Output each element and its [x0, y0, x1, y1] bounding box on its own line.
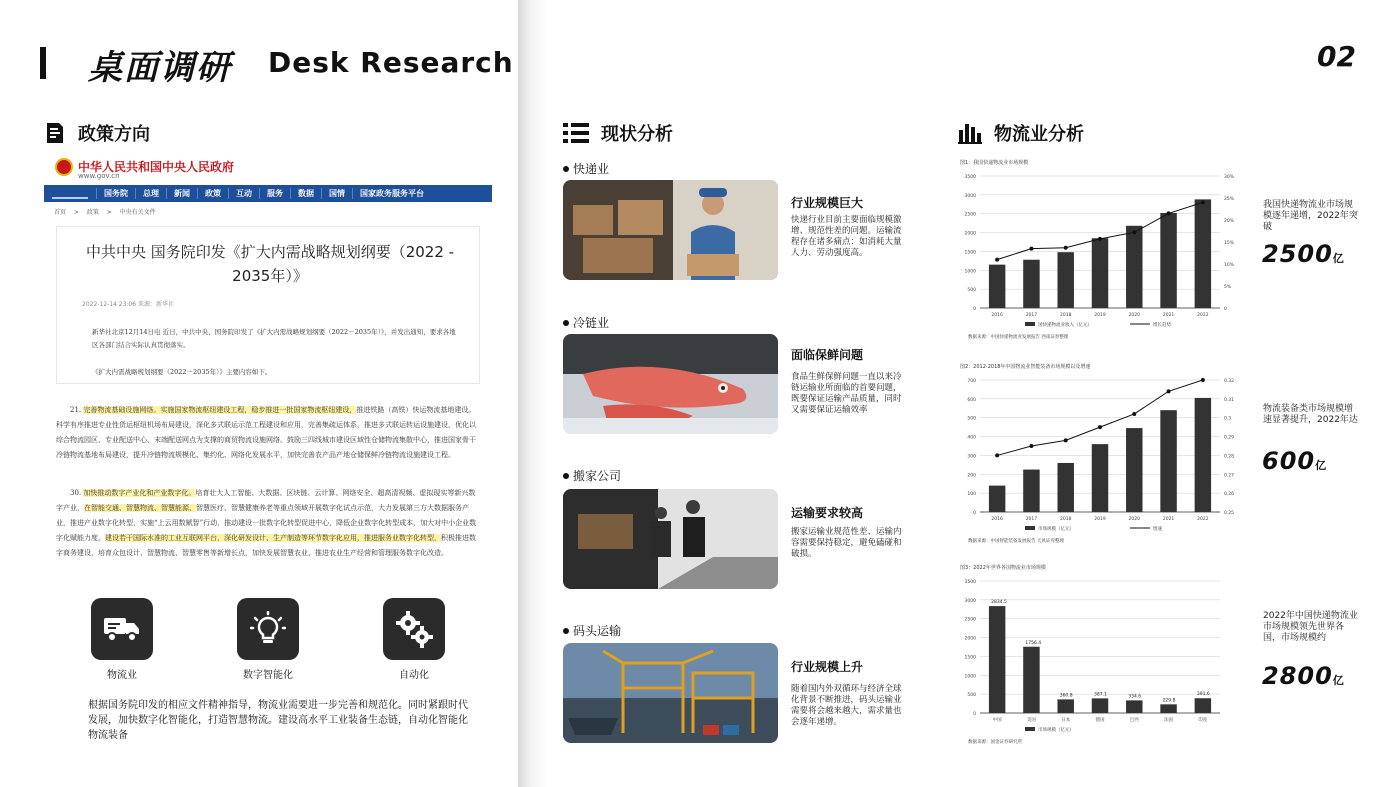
x-tick-label: 2022	[1197, 517, 1209, 522]
y-tick-label: 2500	[964, 617, 976, 623]
x-tick-label: 印度	[1198, 718, 1208, 723]
legend-swatch	[1025, 727, 1035, 731]
logistics-heading-label: 物流业分析	[994, 124, 1084, 145]
list-icon	[563, 122, 589, 144]
y-tick-label: 1500	[964, 250, 976, 256]
bar	[1023, 647, 1039, 713]
bar	[1160, 213, 1176, 308]
line-point	[1064, 438, 1068, 442]
tiananmen-icon	[52, 188, 88, 199]
article-text: 智慧医疗、智慧健康养老等重点领域开展数字化试点示范，大力发展第三方大数据服务产业，推进产业数字化转型，实施“上云用数赋智”行动，推动建设一批数字化转型促进中心，降低企业数字化转型成本，加大对中小企业数字化赋能力度。	[56, 504, 477, 542]
data-label: 387.1	[1094, 692, 1107, 698]
row-description: 随着国内外双循环与经济全球化背景不断推进，码头运输业需要将会越来越大，需求量也会逐年递增。	[791, 684, 902, 727]
article-text: 积极推进数字商务建设，培育众包设计、智慧物流、智慧零售等新增长点，加快发展智慧农业，推进农业生产经营和管理服务数字化改造。	[56, 534, 476, 557]
row-title: 行业规模上升	[791, 660, 864, 674]
legend-label: 市场规模（亿元）	[1038, 527, 1074, 532]
line-point	[1064, 246, 1068, 250]
big-number-value: 600	[1262, 447, 1316, 475]
highlight-text: 完善物流基础设施网络。实施国家物流枢纽建设工程，稳步推进一批国家物流枢纽建设，	[83, 406, 357, 414]
gears-icon	[394, 609, 434, 649]
line-point	[1167, 389, 1171, 393]
legend-swatch	[1025, 526, 1035, 530]
bar	[989, 265, 1005, 308]
x-tick-label: 法国	[1164, 718, 1174, 723]
big-number	[1262, 447, 1327, 475]
big-number-unit: 亿	[1332, 252, 1345, 265]
feature-label: 物流业	[107, 670, 137, 681]
bullet-icon	[563, 320, 569, 326]
y2-tick-label: 5%	[1224, 285, 1232, 290]
line-point	[1201, 378, 1205, 382]
bar	[1023, 260, 1039, 308]
big-number-unit: 亿	[1332, 674, 1345, 687]
highlight-text: 建设若干国际水准的工业互联网平台，深化研发设计、生产制造等环节数字化应用，推进服务业数字化转型，	[105, 534, 441, 542]
bar	[1092, 238, 1108, 308]
legend-label: 增长趋势	[1153, 323, 1171, 328]
x-tick-label: 2020	[1128, 313, 1141, 318]
x-tick-label: 巴西	[1129, 718, 1139, 723]
y-tick-label: 2500	[964, 212, 976, 218]
feature-label: 自动化	[399, 670, 429, 681]
side-note: 2022年中国快递物流业市场规模领先世界各国，市场规模约	[1263, 611, 1358, 643]
chart-source: 数据来源：中国快递物流业发展报告 西南证券整理	[968, 335, 1069, 340]
x-tick-label: 2019	[1094, 517, 1106, 522]
y-tick-label: 700	[967, 379, 976, 384]
feature-digital	[237, 598, 299, 660]
article-number: 30.	[70, 489, 82, 497]
y2-tick-label: 0.31	[1224, 397, 1235, 403]
row-description: 搬家运输业规范性差、运输内容需要保持稳定，避免磕碰和破损。	[791, 527, 902, 559]
row-title: 运输要求较高	[791, 506, 864, 520]
y-tick-label: 100	[967, 492, 976, 498]
gov-nav-item[interactable]: 互动	[228, 188, 259, 199]
y2-tick-label: 15%	[1224, 241, 1235, 246]
x-tick-label: 德国	[1095, 718, 1105, 723]
chart-title: 图2：2012-2018年中国物流业智能装备市场规模以及增速	[960, 364, 1091, 370]
legend-swatch	[1025, 322, 1035, 326]
bar	[1126, 428, 1142, 512]
highlight-text: 加快推动数字产业化和产业数字化。	[83, 489, 196, 497]
y2-tick-label: 0	[1224, 307, 1227, 312]
chart-source: 数据来源：中国智能装备发展报告 天风证券整理	[968, 539, 1064, 544]
chart-1	[950, 158, 1252, 343]
category-text: 冷链业	[573, 316, 610, 330]
policy-heading	[44, 120, 150, 146]
big-number	[1262, 240, 1345, 268]
y2-tick-label: 0.28	[1224, 454, 1235, 460]
y-tick-label: 300	[967, 454, 976, 460]
delivery-photo	[563, 180, 778, 280]
y2-tick-label: 0.25	[1224, 511, 1235, 516]
chart-3	[950, 563, 1252, 748]
doc-paragraph: 《扩大内需战略规划纲要（2022－2035年）》主要内容如下。	[92, 368, 272, 376]
bar	[1057, 699, 1073, 713]
book-spine	[518, 0, 548, 787]
y-tick-label: 0	[973, 511, 976, 516]
gov-nav-item[interactable]: 数据	[290, 188, 321, 199]
category-label	[563, 160, 609, 177]
bullet-icon	[563, 628, 569, 634]
article-text: 培育壮大人工智能、大数据、区块链、云计算、网络安全、超高清视频、虚拟现实等新兴数字产业，	[56, 489, 476, 512]
y-tick-label: 1000	[964, 674, 976, 680]
category-label	[563, 467, 621, 484]
gov-nav-item[interactable]: 服务	[259, 188, 290, 199]
lightbulb-icon	[250, 611, 286, 647]
port-photo	[563, 643, 778, 743]
y-tick-label: 2000	[964, 636, 976, 642]
bar	[1126, 226, 1142, 308]
data-label: 391.6	[1196, 692, 1210, 698]
row-description: 食品生鲜保鲜问题一直以来冷链运输业所面临的首要问题，既要保证运输产品质量，同时又需要保证运输效率	[791, 372, 902, 415]
gov-nav-item[interactable]: 国情	[321, 188, 352, 199]
bar	[989, 486, 1005, 512]
x-tick-label: 2020	[1128, 517, 1141, 522]
y-tick-label: 2000	[964, 231, 976, 237]
big-number	[1262, 662, 1345, 690]
y2-tick-label: 30%	[1224, 175, 1235, 180]
category-text: 搬家公司	[573, 469, 622, 483]
article-text: 推进铁路（高铁）快运物流基地建设。科学有序推进专业性货运枢纽机场布局建设，深化多式联运示范工程建设和应用，完善集疏运体系，推进多式联运转运设施建设，优化以综合物流园区、专业配送中心、末端配送网点为支撑的商贸物流设施网络。鼓励三四线城市建设区域性仓储物流集散中心，推进国家骨干冷链物流基地布局建设，提升冷链物流规模化、集约化、网络化发展水平，加快完善农产品产地仓储保鲜冷链物流设施建设工程。	[56, 406, 476, 459]
big-number-value: 2500	[1262, 240, 1333, 268]
page-title-en: Desk Research	[268, 46, 514, 79]
big-number-unit: 亿	[1315, 459, 1328, 472]
gov-site-url: www.gov.cn	[78, 172, 120, 180]
gov-nav-bar	[44, 185, 492, 202]
truck-icon	[102, 614, 142, 644]
line-point	[1167, 211, 1171, 215]
gov-emblem-icon	[55, 158, 73, 176]
doc-title: 中共中央 国务院印发《扩大内需战略规划纲要（2022 - 2035年）》	[85, 243, 455, 285]
y-tick-label: 3500	[964, 580, 976, 585]
chart-source: 数据来源：国金证券研究所	[968, 740, 1022, 745]
y2-tick-label: 20%	[1224, 219, 1235, 224]
page-title-cn: 桌面调研	[88, 48, 232, 88]
highlight-text: 在智能交通、智慧物流、智慧能源、	[84, 504, 196, 512]
side-note: 物流装备类市场规模增速显著提升，2022年达	[1263, 404, 1358, 425]
article-21	[56, 403, 480, 463]
data-label: 229.8	[1162, 698, 1176, 704]
bar	[1160, 410, 1176, 512]
y-tick-label: 1500	[964, 655, 976, 661]
bar	[1195, 199, 1211, 308]
x-tick-label: 2017	[1025, 313, 1038, 318]
x-tick-label: 2017	[1025, 517, 1038, 522]
y2-tick-label: 0.27	[1224, 473, 1235, 479]
bullet-icon	[563, 166, 569, 172]
y2-tick-label: 25%	[1224, 197, 1235, 202]
x-tick-label: 中国	[992, 718, 1002, 723]
row-description: 快递行业目前主要面临规模激增、规范性差的问题。运输流程存在诸多痛点：如消耗大量人力、劳动强度高。	[791, 215, 902, 258]
document-icon	[44, 122, 66, 144]
y2-tick-label: 0.26	[1224, 492, 1235, 498]
category-label	[563, 314, 609, 331]
line-point	[1098, 237, 1102, 241]
x-tick-label: 2021	[1162, 313, 1175, 318]
y-tick-label: 1000	[964, 269, 976, 275]
doc-date: 2022-12-14 23:06 来源：新华社	[82, 301, 174, 308]
y-tick-label: 3500	[964, 175, 976, 180]
line-point	[1201, 200, 1205, 204]
bullet-icon	[563, 473, 569, 479]
chart-title: 图1：我国快递物流业市场规模	[960, 160, 1029, 166]
article-30	[56, 486, 480, 561]
line-point	[1132, 230, 1136, 234]
line-point	[995, 453, 999, 457]
y-tick-label: 3000	[964, 598, 976, 604]
bar	[1160, 704, 1176, 713]
article-number: 21.	[70, 406, 82, 414]
moving-photo	[563, 489, 778, 589]
legend-label: 增速	[1153, 527, 1162, 532]
chart-title: 图3：2022年世界各国物流业市场规模	[960, 565, 1046, 571]
status-heading-label: 现状分析	[601, 124, 673, 145]
y-tick-label: 3000	[964, 193, 976, 199]
row-title: 行业规模巨大	[791, 196, 864, 210]
bar	[1195, 398, 1211, 512]
line-point	[1098, 425, 1102, 429]
line-point	[995, 258, 999, 262]
data-label: 1756.4	[1025, 640, 1042, 646]
logistics-heading	[958, 120, 1084, 146]
doc-paragraph: 新华社北京12月14日电 近日，中共中央、国务院印发了《扩大内需战略规划纲要（2022－2035年）》，并发出通知，要求各地区各部门结合实际认真贯彻落实。	[92, 328, 456, 349]
y-tick-label: 0	[973, 712, 976, 717]
policy-summary: 根据国务院印发的相应文件精神指导，物流业需要进一步完善和规范化。同时紧跟时代发展，加快数字化智能化，打造智慧物流。建设高水平工业装备生态链，自动化智能化物流装备	[88, 700, 468, 741]
y-tick-label: 600	[967, 397, 976, 403]
title-accent-bar	[40, 47, 46, 79]
gov-nav-item[interactable]: 国务院	[96, 188, 135, 199]
gov-nav-item[interactable]: 国家政务服务平台	[352, 188, 431, 199]
data-label: 360.8	[1059, 693, 1073, 699]
bar	[1092, 698, 1108, 713]
bar-chart-icon	[958, 122, 982, 144]
big-number-value: 2800	[1262, 662, 1333, 690]
gov-nav-item[interactable]: 新闻	[166, 188, 197, 199]
x-tick-label: 2021	[1162, 517, 1175, 522]
bar	[1092, 444, 1108, 512]
line-point	[1132, 412, 1136, 416]
feature-automation	[383, 598, 445, 660]
feature-label: 数字智能化	[243, 670, 293, 681]
legend-label: 国快递物流业收入（亿元）	[1038, 323, 1092, 328]
category-text: 码头运输	[573, 624, 622, 638]
x-tick-label: 2018	[1059, 313, 1072, 318]
y-tick-label: 400	[967, 435, 976, 441]
legend-label: 市场规模（亿元）	[1038, 728, 1074, 733]
x-tick-label: 2016	[991, 517, 1003, 522]
bar	[989, 606, 1005, 713]
bar	[1195, 698, 1211, 713]
data-label: 334.6	[1128, 694, 1142, 700]
x-tick-label: 2016	[991, 313, 1003, 318]
chart-2	[950, 362, 1252, 547]
y2-tick-label: 0.29	[1224, 435, 1235, 441]
bar	[1126, 700, 1142, 713]
category-text: 快递业	[573, 162, 610, 176]
x-tick-label: 2018	[1059, 517, 1072, 522]
chart-1-container	[950, 158, 1252, 343]
line-point	[1029, 444, 1033, 448]
gov-site-name: 中华人民共和国中央人民政府	[78, 160, 235, 174]
status-heading	[563, 120, 673, 146]
y-tick-label: 0	[973, 307, 976, 312]
bar	[1057, 252, 1073, 308]
chart-2-container	[950, 362, 1252, 547]
feature-logistics	[91, 598, 153, 660]
row-title: 面临保鲜问题	[791, 348, 864, 362]
page-number: 02	[1317, 40, 1356, 73]
y2-tick-label: 0.3	[1224, 416, 1232, 422]
x-tick-label: 美国	[1026, 718, 1036, 723]
gov-nav-item[interactable]: 政策	[197, 188, 228, 199]
breadcrumb: 首页 > 政策 > 中央有关文件	[54, 209, 156, 216]
y-tick-label: 500	[967, 693, 976, 699]
y-tick-label: 500	[967, 416, 976, 422]
y-tick-label: 200	[967, 473, 976, 479]
y-tick-label: 500	[967, 288, 976, 294]
y2-tick-label: 10%	[1224, 263, 1235, 268]
policy-heading-label: 政策方向	[78, 124, 150, 145]
x-tick-label: 2022	[1197, 313, 1209, 318]
x-tick-label: 日本	[1061, 718, 1071, 723]
side-note: 我国快递物流业市场规模逐年递增，2022年突破	[1263, 200, 1358, 232]
data-label: 2834.5	[991, 600, 1007, 606]
y2-tick-label: 0.32	[1224, 379, 1235, 384]
bar	[1023, 470, 1039, 512]
chart-3-container	[950, 563, 1252, 748]
category-label	[563, 622, 621, 639]
x-tick-label: 2019	[1094, 313, 1106, 318]
gov-nav-item[interactable]: 总理	[135, 188, 166, 199]
fish-photo	[563, 334, 778, 434]
line-point	[1029, 247, 1033, 251]
bar	[1057, 463, 1073, 512]
